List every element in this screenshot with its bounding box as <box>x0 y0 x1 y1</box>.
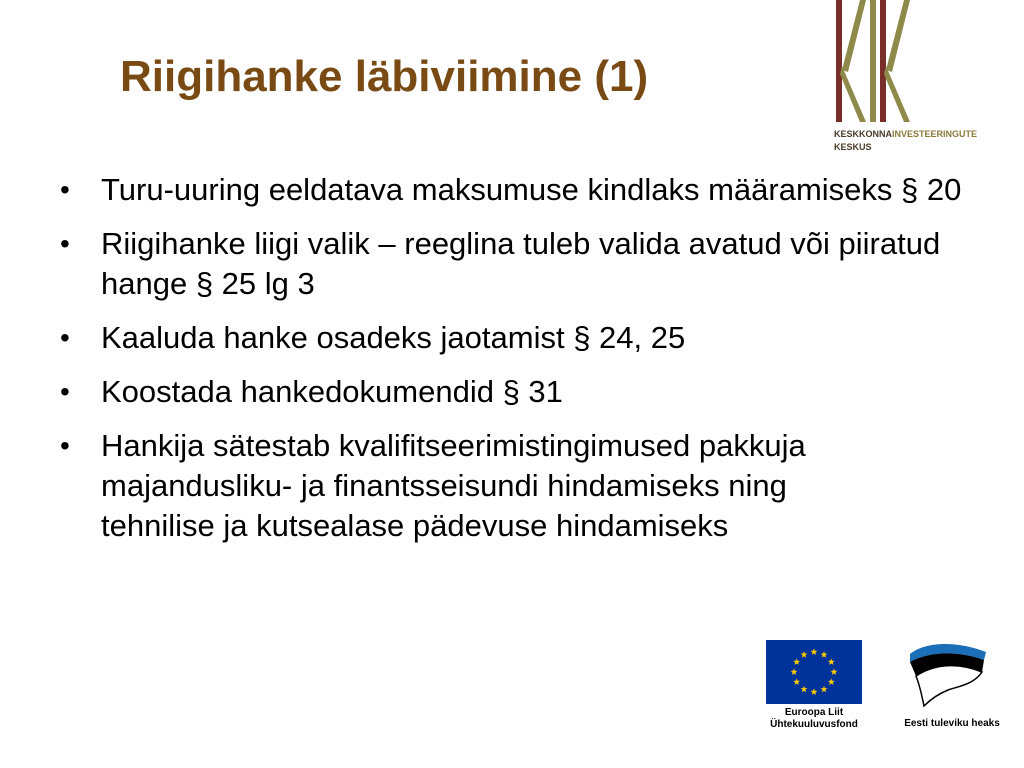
bullet-item <box>58 224 988 304</box>
slide-title: Riigihanke läbiviimine (1) <box>120 52 649 101</box>
bullet-marker: • <box>60 174 70 205</box>
bullet-text: Koostada hankedokumendid § 31 <box>101 374 563 409</box>
bullet-text: Turu-uuring eeldatava maksumuse kindlaks määramiseks § 20 <box>101 172 962 207</box>
estonia-flag-icon <box>904 640 988 710</box>
bullet-list <box>58 170 988 560</box>
bullet-text: Riigihanke liigi valik – reeglina tuleb valida avatud või piiratud hange § 25 lg 3 <box>101 226 941 301</box>
kik-organization-name: KESKKONNAINVESTEERINGUTE KESKUS <box>834 129 978 152</box>
eu-flag-icon <box>766 640 862 704</box>
bullet-item <box>58 170 988 210</box>
bullet-item <box>58 318 988 358</box>
bullet-marker: • <box>60 430 70 461</box>
bullet-marker: • <box>60 376 70 407</box>
bullet-text: Hankija sätestab kvalifitseerimistingimused pakkuja majandusliku- ja finantsseisundi hindamiseks ning tehnilise ja kutsealase pädevuse hindamiseks <box>101 428 806 543</box>
estonia-caption: Eesti tuleviku heaks <box>904 718 1000 729</box>
bullet-marker: • <box>60 322 70 353</box>
eu-caption: Euroopa Liit Ühtekuuluvusfond <box>770 707 858 730</box>
bullet-marker: • <box>60 228 70 259</box>
bullet-item <box>58 426 988 546</box>
bullet-item <box>58 372 988 412</box>
bullet-text: Kaaluda hanke osadeks jaotamist § 24, 25 <box>101 320 686 355</box>
